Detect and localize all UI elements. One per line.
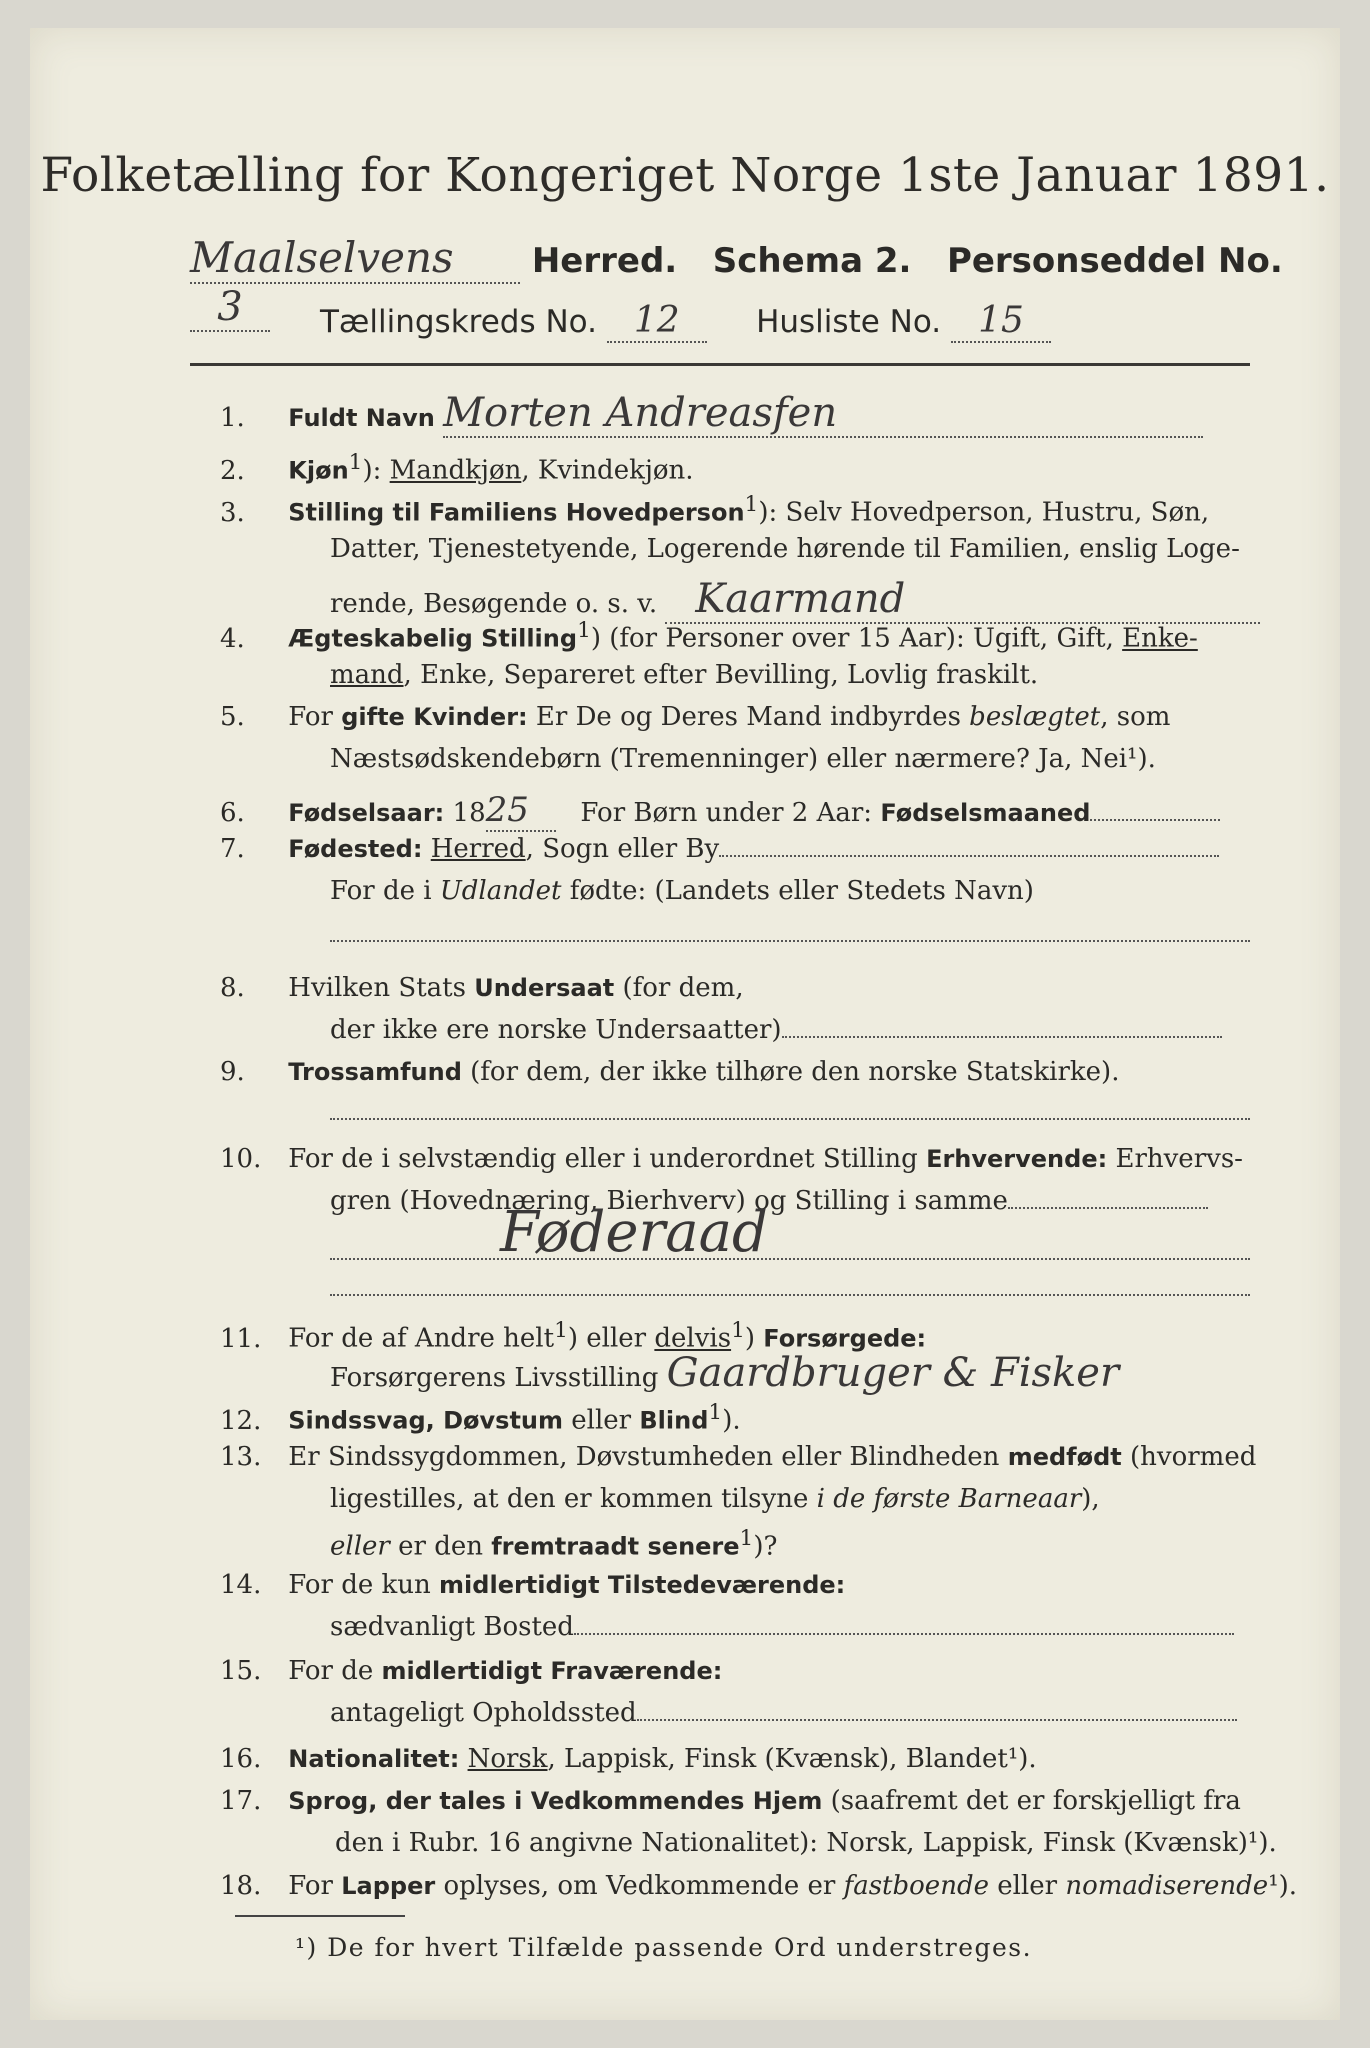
q5-label-b: gifte Kvinder: [341, 703, 528, 731]
q16-row [220, 1744, 1037, 1774]
q3-line3-text: rende, Besøgende o. s. v. [330, 589, 658, 619]
q17-number: 17. [220, 1786, 262, 1816]
q10-dotline-2 [330, 1294, 1250, 1296]
q4-number: 4. [220, 623, 245, 654]
q13-l3b: )? [753, 1531, 778, 1562]
q2-sup: 1 [348, 450, 363, 475]
q16-bold: Nationalitet: [288, 1745, 460, 1773]
q9-number: 9. [220, 1057, 245, 1087]
q18-d: ¹). [1268, 1871, 1298, 1901]
q3-line3 [330, 576, 1260, 624]
q10-line2 [330, 1186, 1208, 1216]
q13-line2 [330, 1484, 1100, 1514]
q4-rest: ) (for Personer over 15 Aar): Ugift, Gift, [590, 623, 1123, 654]
q11-number: 11. [220, 1323, 262, 1354]
q15-row [220, 1656, 722, 1686]
q18-a: For [288, 1871, 342, 1901]
q6-bold2: Fødselsmaaned [880, 799, 1091, 827]
q10-l2: gren (Hovednæring, Bierhverv) og Stilling i samme [330, 1186, 1008, 1216]
q6-answer: 25 [486, 790, 556, 832]
q7-row [220, 834, 1219, 864]
q6-row [220, 790, 1220, 832]
q13-a: Er Sindssygdommen, Døvstumheden eller Blindheden [288, 1442, 1008, 1472]
q2-label: Kjøn [288, 456, 349, 485]
q5-row [220, 702, 1170, 732]
q14-a: For de kun [288, 1570, 440, 1600]
q15-line2 [330, 1698, 1237, 1728]
q15-bold: midlertidigt Fraværende: [381, 1657, 723, 1685]
q11-l2: Forsørgerens Livsstilling [330, 1363, 659, 1393]
q1-label: Fuldt Navn [288, 404, 435, 432]
personseddel-label: Personseddel No. [946, 241, 1283, 281]
q4-line2 [330, 660, 1038, 690]
q3-rest: ): Selv Hovedperson, Hustru, Søn, [758, 497, 1210, 528]
q1-answer: Morten Andreasfen [443, 390, 1203, 438]
q4-opt-enkemand: Enke- [1122, 623, 1198, 654]
q10-bold: Erhvervende: [926, 1145, 1108, 1173]
q9-row [220, 1057, 1119, 1087]
q11-a: For de af Andre [288, 1323, 504, 1354]
q10-number: 10. [220, 1144, 262, 1174]
q18-b: oplyses, om Vedkommende er [435, 1871, 844, 1901]
q13-l2b: ), [1081, 1484, 1100, 1514]
q9-bold: Trossamfund [288, 1058, 462, 1086]
husliste-number: 15 [951, 300, 1051, 343]
q11-bold: Forsørgede: [763, 1324, 927, 1353]
q10-answer: Føderaad [500, 1200, 768, 1265]
q8-number: 8. [220, 973, 245, 1003]
q5-line2: Næstsødskendebørn (Tremenninger) eller nærmere? Ja, Nei¹). [330, 744, 1156, 774]
q7-l2b: fødte: (Landets eller Stedets Navn) [561, 876, 1034, 906]
q14-number: 14. [220, 1570, 262, 1600]
q13-l3i: eller [330, 1531, 390, 1562]
q13-bold: medfødt [1007, 1443, 1122, 1471]
q1-row [220, 390, 1203, 438]
herred-handwritten: Maalselvens [190, 233, 520, 284]
q14-row [220, 1570, 845, 1600]
q18-i1: fastboende [843, 1871, 989, 1901]
q7-l2a: For de i [330, 876, 440, 906]
q11-c: ) [744, 1323, 764, 1354]
q5-italic: beslægtet [969, 702, 1101, 732]
q14-line2 [330, 1612, 1234, 1642]
q4-row: 4. Ægteskabelig Stilling$^1$) (for Personer over 15 Aar): Ugift, Gift, Enke- [220, 618, 1198, 654]
q18-c: eller [988, 1871, 1066, 1901]
q5-label-a: For [288, 702, 342, 732]
q3-row: 3. Stilling til Familiens Hovedperson$^1$): Selv Hovedperson, Hustru, Søn, [220, 492, 1210, 528]
q7-dotline [330, 940, 1250, 942]
q4-label: Ægteskabelig Stilling [288, 624, 578, 653]
q2-rest: ): [362, 455, 390, 486]
q14-l2: sædvanligt Bosted [330, 1612, 574, 1642]
q13-l3a: er den [389, 1531, 492, 1562]
q14-bold: midlertidigt Tilstedeværende: [439, 1571, 846, 1599]
q2-opt-mandkjon: Mandkjøn [389, 455, 522, 486]
kreds-label: Tællingskreds No. [320, 304, 597, 340]
q9-rest: (for dem, der ikke tilhøre den norske Statskirke). [461, 1057, 1120, 1087]
census-form-page [30, 28, 1340, 2020]
q2-number: 2. [220, 455, 245, 486]
q7-l2i: Udlandet [439, 876, 562, 906]
q13-l2a: ligestilles, at den er kommen tilsyne [330, 1484, 817, 1514]
q12-a: eller [563, 1405, 640, 1436]
q15-number: 15. [220, 1656, 262, 1686]
q18-row [220, 1871, 1297, 1901]
q13-l3bold: fremtraadt senere [491, 1532, 740, 1561]
kreds-line [320, 300, 1051, 343]
q2-row [220, 450, 694, 486]
q8-a: Hvilken Stats [288, 973, 475, 1003]
q8-line2 [330, 1015, 1222, 1045]
q8-l2: der ikke ere norske Undersaatter) [330, 1015, 782, 1045]
q7-rest: , Sogn eller By [525, 834, 720, 864]
q12-number: 12. [220, 1405, 262, 1436]
q13-b: (hvormed [1121, 1442, 1257, 1472]
q5-rest2: , som [1100, 702, 1171, 732]
q17-rest: (saafremt det er forskjelligt fra [822, 1786, 1241, 1816]
q12-bold: Sindssvag, Døvstum [288, 1406, 564, 1435]
q12-b: ). [722, 1405, 741, 1436]
q10-row [220, 1144, 1243, 1174]
q15-a: For de [288, 1656, 382, 1686]
q11-row: 11. For de af Andre helt$^1$) eller delvis$^1$) Forsørgede: [220, 1318, 927, 1354]
q17-bold: Sprog, der tales i Vedkommendes Hjem [288, 1787, 823, 1815]
q15-l2: antageligt Opholdssted [330, 1698, 637, 1728]
q18-number: 18. [220, 1871, 262, 1901]
footnote-rule [235, 1915, 405, 1917]
q6-number: 6. [220, 798, 245, 828]
q11-b: ) eller [567, 1323, 655, 1354]
q16-number: 16. [220, 1744, 262, 1774]
form-title: Folketælling for Kongeriget Norge 1ste Januar 1891. [40, 148, 1330, 203]
q18-bold: Lapper [341, 1872, 436, 1900]
q17-line2: den i Rubr. 16 angivne Nationalitet): Norsk, Lappisk, Finsk (Kvænsk)¹). [335, 1828, 1277, 1858]
q3-number: 3. [220, 497, 245, 528]
q3-answer: Kaarmand [665, 576, 1260, 624]
q5-number: 5. [220, 702, 245, 732]
herred-label: Herred. [531, 241, 678, 281]
q13-row [220, 1442, 1256, 1472]
q3-line2: Datter, Tjenestetyende, Logerende hørende til Familien, enslig Loge- [330, 534, 1240, 564]
kreds-number: 12 [607, 300, 707, 343]
q7-number: 7. [220, 834, 245, 864]
q8-b: (for dem, [614, 973, 744, 1003]
q7-opt-herred: Herred [430, 834, 526, 864]
q9-dotline [330, 1118, 1250, 1120]
personseddel-number: 3 [190, 284, 270, 332]
q6-prefix: 18 [452, 798, 486, 828]
q6-rest: For Børn under 2 Aar: [580, 798, 881, 828]
header-rule [190, 363, 1250, 366]
q12-row: 12. Sindssvag, Døvstum eller Blind$^1$). [220, 1400, 741, 1436]
husliste-label: Husliste No. [756, 304, 942, 340]
q3-label: Stilling til Familiens Hovedperson [288, 498, 745, 527]
q11-opt-helt: helt [503, 1323, 555, 1354]
q18-i2: nomadiserende [1065, 1871, 1269, 1901]
q11-answer: Gaardbruger & Fisker [666, 1350, 1120, 1396]
q10-dotline-1 [330, 1258, 1250, 1260]
footnote: ¹) De for hvert Tilfælde passende Ord understreges. [295, 1933, 1033, 1962]
q13-number: 13. [220, 1442, 262, 1472]
q12-bold2: Blind [639, 1406, 709, 1435]
q2-opt-kvindekjon: , Kvindekjøn. [521, 455, 694, 486]
q4-opt-enkemand-cont: mand [330, 660, 404, 690]
q11-opt-delvis: delvis [654, 1323, 732, 1354]
q7-line2 [330, 876, 1034, 906]
q16-opt-norsk: Norsk [467, 1744, 548, 1774]
q13-l2i: i de første Barneaar [816, 1484, 1082, 1514]
q4-line2-text: , Enke, Separeret efter Bevilling, Lovlig fraskilt. [403, 660, 1039, 690]
q16-rest: , Lappisk, Finsk (Kvænsk), Blandet¹). [547, 1744, 1037, 1774]
q8-row [220, 973, 744, 1003]
schema-label: Schema 2. [712, 241, 912, 281]
q17-row [220, 1786, 1241, 1816]
q5-rest: Er De og Deres Mand indbyrdes [527, 702, 970, 732]
q8-bold: Undersaat [474, 974, 615, 1002]
q7-label: Fødested: [288, 835, 423, 863]
q10-a: For de i selvstændig eller i underordnet Stilling [288, 1144, 927, 1174]
q11-line2 [330, 1350, 1119, 1396]
q13-line3: eller er den fremtraadt senere$^1$)? [330, 1526, 778, 1562]
q6-label: Fødselsaar: [288, 799, 445, 827]
q1-number: 1. [220, 403, 245, 433]
q10-b: Erhvervs- [1107, 1144, 1243, 1174]
